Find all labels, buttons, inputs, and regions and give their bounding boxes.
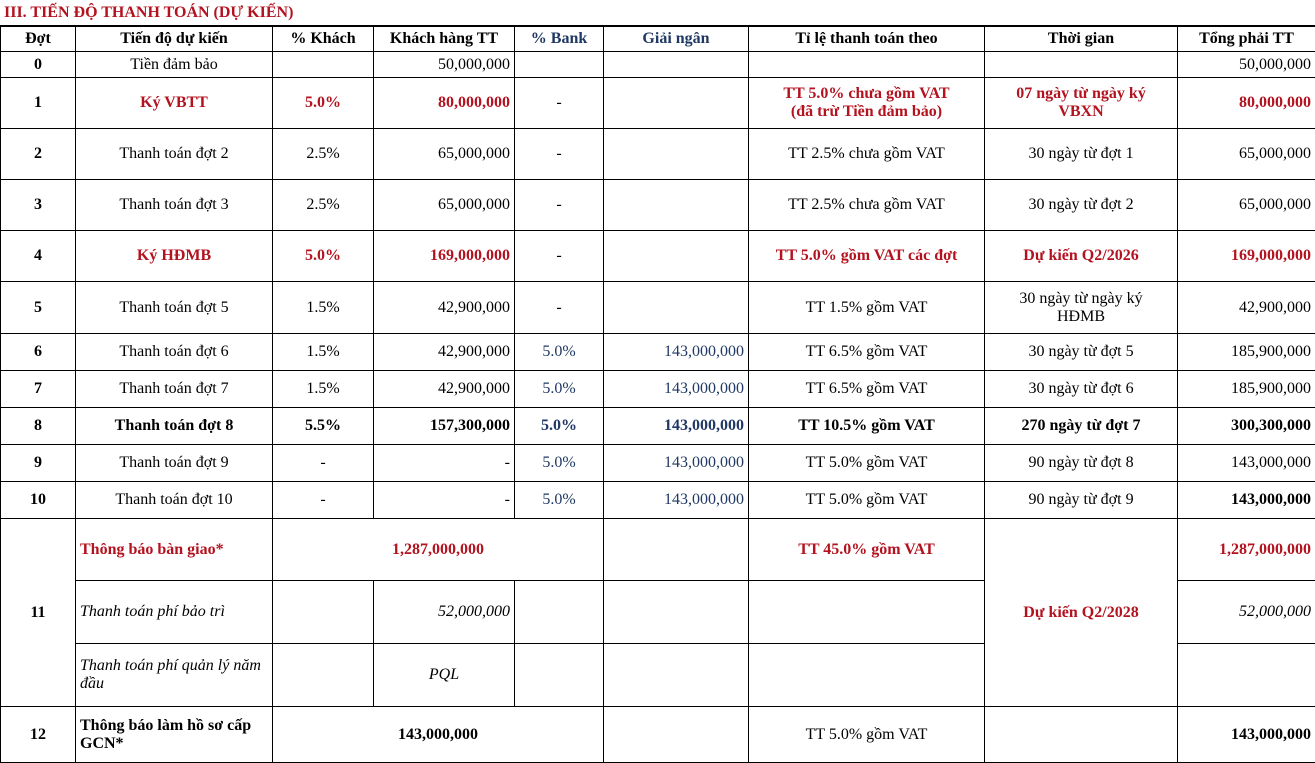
cell-thoi-gian-line1: 30 ngày từ ngày ký <box>1019 290 1142 307</box>
header-tien-do: Tiến độ dự kiến <box>76 27 273 52</box>
cell-khach-tt: 80,000,000 <box>374 78 515 129</box>
cell-giai-ngan <box>604 282 749 334</box>
cell-pct-khach <box>273 644 374 707</box>
cell-dot: 11 <box>1 519 76 707</box>
cell-dot: 8 <box>1 408 76 445</box>
header-pct-khach: % Khách <box>273 27 374 52</box>
header-giai-ngan: Giải ngân <box>604 27 749 52</box>
cell-khach-tt: 169,000,000 <box>374 231 515 282</box>
cell-thoi-gian: 30 ngày từ đợt 1 <box>985 129 1178 180</box>
cell-khach-tt: 42,900,000 <box>374 371 515 408</box>
cell-pct-khach: 2.5% <box>273 180 374 231</box>
cell-giai-ngan: 143,000,000 <box>604 371 749 408</box>
table-row <box>1 408 1315 445</box>
cell-giai-ngan <box>604 519 749 581</box>
header-pct-bank: % Bank <box>515 27 604 52</box>
cell-pct-bank: 5.0% <box>515 482 604 519</box>
cell-ti-le: TT 1.5% gồm VAT <box>749 282 985 334</box>
cell-thoi-gian <box>985 282 1178 334</box>
cell-ti-le <box>749 644 985 707</box>
table-row <box>1 180 1315 231</box>
cell-dot: 12 <box>1 707 76 763</box>
cell-giai-ngan: 143,000,000 <box>604 334 749 371</box>
table-row <box>1 371 1315 408</box>
cell-ti-le: TT 2.5% chưa gồm VAT <box>749 180 985 231</box>
table-row <box>1 52 1315 78</box>
cell-pct-bank <box>515 52 604 78</box>
cell-tien-do: Ký VBTT <box>76 78 273 129</box>
cell-thoi-gian: 30 ngày từ đợt 6 <box>985 371 1178 408</box>
cell-pct-khach: - <box>273 482 374 519</box>
cell-tien-do: Thông báo bàn giao* <box>76 519 273 581</box>
cell-thoi-gian: Dự kiến Q2/2028 <box>985 519 1178 707</box>
cell-pct-khach: 1.5% <box>273 371 374 408</box>
cell-dot: 6 <box>1 334 76 371</box>
cell-thoi-gian: 30 ngày từ đợt 5 <box>985 334 1178 371</box>
cell-tong: 143,000,000 <box>1178 707 1315 763</box>
cell-thoi-gian <box>985 78 1178 129</box>
cell-dot: 4 <box>1 231 76 282</box>
cell-pct-bank: 5.0% <box>515 371 604 408</box>
cell-giai-ngan: 143,000,000 <box>604 408 749 445</box>
header-dot: Đợt <box>1 27 76 52</box>
cell-tong: 65,000,000 <box>1178 129 1315 180</box>
cell-khach-tt: 157,300,000 <box>374 408 515 445</box>
cell-tien-do: Thông báo làm hồ sơ cấp GCN* <box>76 707 273 763</box>
cell-ti-le <box>749 581 985 644</box>
cell-pct-khach <box>273 52 374 78</box>
cell-thoi-gian-line1: 07 ngày từ ngày ký <box>1016 85 1146 102</box>
table-row <box>1 334 1315 371</box>
cell-pct-khach: 5.0% <box>273 78 374 129</box>
table-row <box>1 282 1315 334</box>
cell-giai-ngan: 143,000,000 <box>604 445 749 482</box>
cell-ti-le: TT 10.5% gồm VAT <box>749 408 985 445</box>
cell-tien-do: Thanh toán đợt 6 <box>76 334 273 371</box>
cell-pct-bank: - <box>515 129 604 180</box>
cell-dot: 5 <box>1 282 76 334</box>
cell-pct-khach: 1.5% <box>273 282 374 334</box>
cell-tong: 169,000,000 <box>1178 231 1315 282</box>
cell-tong <box>1178 644 1315 707</box>
cell-ti-le: TT 5.0% gồm VAT <box>749 482 985 519</box>
cell-pct-bank <box>515 581 604 644</box>
cell-tien-do: Thanh toán đợt 3 <box>76 180 273 231</box>
table-row <box>1 78 1315 129</box>
cell-tong: 65,000,000 <box>1178 180 1315 231</box>
cell-khach-tt: 50,000,000 <box>374 52 515 78</box>
cell-ti-le: TT 5.0% gồm VAT <box>749 707 985 763</box>
cell-khach-tt: - <box>374 445 515 482</box>
cell-pct-bank: - <box>515 78 604 129</box>
cell-giai-ngan <box>604 707 749 763</box>
cell-khach-tt: 65,000,000 <box>374 180 515 231</box>
cell-pct-bank: - <box>515 231 604 282</box>
cell-dot: 7 <box>1 371 76 408</box>
cell-thoi-gian: Dự kiến Q2/2026 <box>985 231 1178 282</box>
cell-dot: 9 <box>1 445 76 482</box>
cell-khach-tt-merged: 143,000,000 <box>273 707 604 763</box>
cell-pct-bank: - <box>515 180 604 231</box>
cell-khach-tt: - <box>374 482 515 519</box>
cell-thoi-gian: 90 ngày từ đợt 8 <box>985 445 1178 482</box>
cell-ti-le: TT 6.5% gồm VAT <box>749 371 985 408</box>
cell-tong: 143,000,000 <box>1178 445 1315 482</box>
cell-tien-do: Thanh toán phí bảo trì <box>76 581 273 644</box>
cell-ti-le: TT 2.5% chưa gồm VAT <box>749 129 985 180</box>
cell-thoi-gian: 270 ngày từ đợt 7 <box>985 408 1178 445</box>
cell-tien-do: Ký HĐMB <box>76 231 273 282</box>
cell-khach-tt: 42,900,000 <box>374 334 515 371</box>
cell-pct-khach: 5.0% <box>273 231 374 282</box>
cell-ti-le: TT 5.0% gồm VAT <box>749 445 985 482</box>
section-title: III. TIẾN ĐỘ THANH TOÁN (DỰ KIẾN) <box>0 0 1315 26</box>
cell-dot: 3 <box>1 180 76 231</box>
cell-pct-khach: 1.5% <box>273 334 374 371</box>
cell-giai-ngan: 143,000,000 <box>604 482 749 519</box>
cell-ti-le-line1: TT 5.0% chưa gồm VAT <box>783 85 949 102</box>
cell-tien-do: Thanh toán đợt 5 <box>76 282 273 334</box>
cell-ti-le: TT 5.0% gồm VAT các đợt <box>749 231 985 282</box>
cell-thoi-gian <box>985 52 1178 78</box>
header-tong: Tổng phải TT <box>1178 27 1315 52</box>
cell-thoi-gian-line2: VBXN <box>1058 103 1103 120</box>
cell-tien-do: Thanh toán phí quản lý năm đầu <box>76 644 273 707</box>
cell-khach-tt: PQL <box>374 644 515 707</box>
cell-tong: 42,900,000 <box>1178 282 1315 334</box>
cell-ti-le <box>749 78 985 129</box>
cell-tong: 80,000,000 <box>1178 78 1315 129</box>
cell-ti-le: TT 45.0% gồm VAT <box>749 519 985 581</box>
cell-tien-do: Thanh toán đợt 7 <box>76 371 273 408</box>
cell-tong: 1,287,000,000 <box>1178 519 1315 581</box>
table-row <box>1 129 1315 180</box>
cell-tong: 300,300,000 <box>1178 408 1315 445</box>
cell-pct-bank: 5.0% <box>515 334 604 371</box>
table-row <box>1 482 1315 519</box>
cell-pct-khach: - <box>273 445 374 482</box>
cell-pct-khach <box>273 581 374 644</box>
cell-ti-le-line2: (đã trừ Tiền đảm bảo) <box>791 103 942 120</box>
cell-giai-ngan <box>604 581 749 644</box>
cell-tong: 143,000,000 <box>1178 482 1315 519</box>
cell-khach-tt-merged: 1,287,000,000 <box>273 519 604 581</box>
table-row <box>1 231 1315 282</box>
cell-pct-khach: 5.5% <box>273 408 374 445</box>
table-row <box>1 519 1315 581</box>
cell-pct-bank: 5.0% <box>515 408 604 445</box>
cell-pct-bank: - <box>515 282 604 334</box>
cell-tong: 185,900,000 <box>1178 334 1315 371</box>
cell-pct-bank <box>515 644 604 707</box>
cell-giai-ngan <box>604 129 749 180</box>
cell-khach-tt: 65,000,000 <box>374 129 515 180</box>
header-thoi-gian: Thời gian <box>985 27 1178 52</box>
cell-tong: 52,000,000 <box>1178 581 1315 644</box>
cell-khach-tt: 42,900,000 <box>374 282 515 334</box>
cell-dot: 2 <box>1 129 76 180</box>
cell-giai-ngan <box>604 644 749 707</box>
cell-ti-le <box>749 52 985 78</box>
cell-tien-do: Thanh toán đợt 2 <box>76 129 273 180</box>
cell-giai-ngan <box>604 52 749 78</box>
cell-thoi-gian-line2: HĐMB <box>1057 308 1105 325</box>
cell-tien-do: Thanh toán đợt 8 <box>76 408 273 445</box>
cell-tien-do: Thanh toán đợt 10 <box>76 482 273 519</box>
header-khach-tt: Khách hàng TT <box>374 27 515 52</box>
cell-giai-ngan <box>604 231 749 282</box>
table-row <box>1 707 1315 763</box>
cell-thoi-gian <box>985 707 1178 763</box>
cell-tong: 185,900,000 <box>1178 371 1315 408</box>
cell-tong: 50,000,000 <box>1178 52 1315 78</box>
cell-tien-do: Thanh toán đợt 9 <box>76 445 273 482</box>
cell-tien-do: Tiền đảm bảo <box>76 52 273 78</box>
cell-dot: 0 <box>1 52 76 78</box>
cell-thoi-gian: 90 ngày từ đợt 9 <box>985 482 1178 519</box>
cell-dot: 10 <box>1 482 76 519</box>
cell-khach-tt: 52,000,000 <box>374 581 515 644</box>
cell-giai-ngan <box>604 180 749 231</box>
cell-dot: 1 <box>1 78 76 129</box>
cell-ti-le: TT 6.5% gồm VAT <box>749 334 985 371</box>
cell-pct-bank: 5.0% <box>515 445 604 482</box>
cell-giai-ngan <box>604 78 749 129</box>
table-row <box>1 445 1315 482</box>
header-ti-le: Tỉ lệ thanh toán theo <box>749 27 985 52</box>
cell-pct-khach: 2.5% <box>273 129 374 180</box>
header-row <box>1 27 1315 52</box>
cell-thoi-gian: 30 ngày từ đợt 2 <box>985 180 1178 231</box>
payment-schedule-table <box>0 26 1315 763</box>
